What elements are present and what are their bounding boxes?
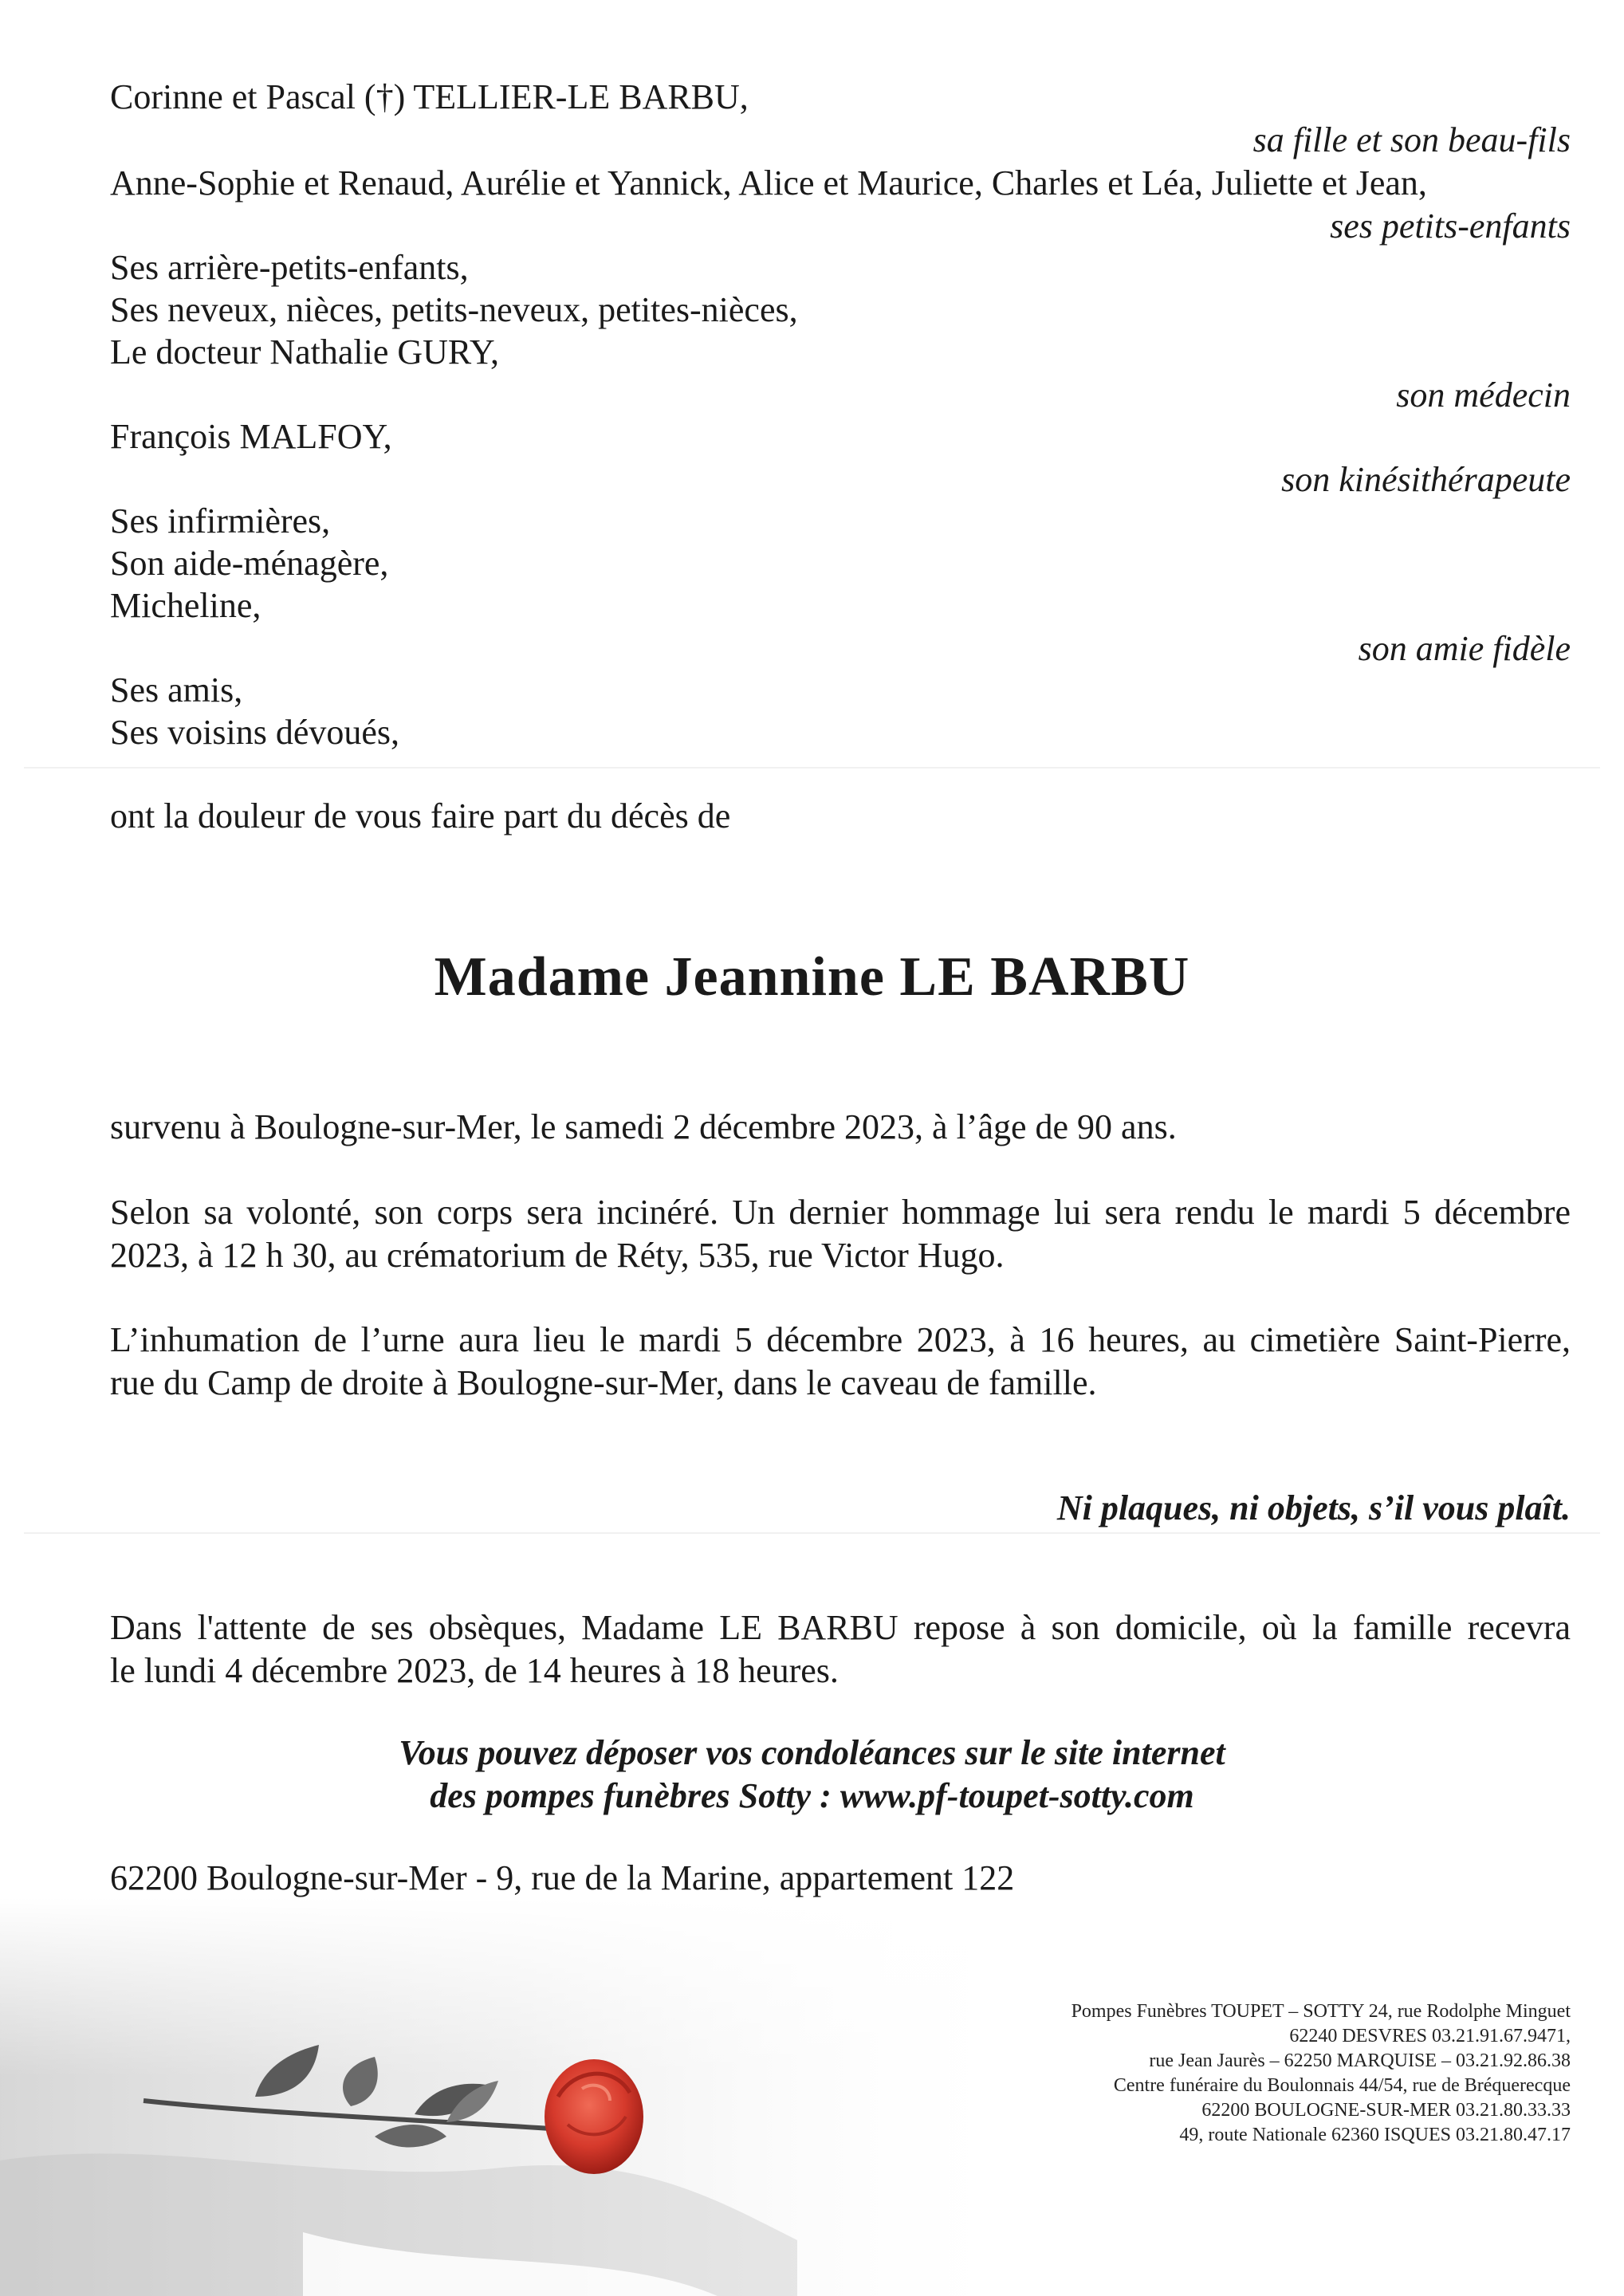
family-line-8: Son aide-ménagère,	[110, 544, 389, 583]
family-line-9: Micheline,	[110, 586, 261, 625]
vigil-line-1: Dans l'attente de ses obsèques, Madame LE BARBU repose à son domicile, où la famille recevra	[110, 1608, 1571, 1647]
condolences-line-1: Vous pouvez déposer vos condoléances sur le site internet	[399, 1733, 1225, 1772]
family-line-2: Anne-Sophie et Renaud, Aurélie et Yannick, Alice et Maurice, Charles et Léa, Juliette et Jean,	[110, 163, 1427, 202]
family-role-2: ses petits-enfants	[1330, 206, 1571, 246]
rose-flower-icon	[545, 2059, 643, 2174]
death-info: survenu à Boulogne-sur-Mer, le samedi 2 décembre 2023, à l’âge de 90 ans.	[110, 1107, 1177, 1146]
announcement-text: ont la douleur de vous faire part du décès de	[110, 796, 731, 835]
no-flowers-notice: Ni plaques, ni objets, s’il vous plaît.	[1056, 1488, 1571, 1527]
divider	[24, 767, 1600, 769]
vigil-line-2: le lundi 4 décembre 2023, de 14 heures à 18 heures.	[110, 1651, 839, 1690]
funeral-home-line: 62200 BOULOGNE-SUR-MER 03.21.80.33.33	[1201, 2100, 1571, 2121]
burial-line-2: rue du Camp de droite à Boulogne-sur-Mer, dans le caveau de famille.	[110, 1363, 1097, 1402]
funeral-home-info	[1072, 1999, 1571, 2148]
funeral-home-line: Pompes Funèbres TOUPET – SOTTY 24, rue Rodolphe Minguet	[1071, 2001, 1571, 2022]
funeral-home-line: Centre funéraire du Boulonnais 44/54, rue de Bréquerecque	[1113, 2075, 1571, 2096]
funeral-home-line: 49, route Nationale 62360 ISQUES 03.21.80.47.17	[1179, 2125, 1571, 2145]
funeral-home-line: rue Jean Jaurès – 62250 MARQUISE – 03.21.92.86.38	[1149, 2050, 1571, 2071]
family-line-4: Ses neveux, nièces, petits-neveux, petites-nièces,	[110, 290, 798, 329]
cremation-line-2: 2023, à 12 h 30, au crématorium de Réty, 535, rue Victor Hugo.	[110, 1236, 1005, 1275]
family-line-6: François MALFOY,	[110, 417, 392, 456]
deceased-name: Madame Jeannine LE BARBU	[434, 946, 1190, 1008]
family-line-1: Corinne et Pascal (†) TELLIER-LE BARBU,	[110, 77, 749, 116]
family-role-5: son médecin	[1396, 375, 1571, 415]
family-role-1: sa fille et son beau-fils	[1252, 120, 1571, 159]
family-role-9: son amie fidèle	[1358, 629, 1571, 668]
condolences-line-2: des pompes funèbres Sotty : www.pf-toupet-sotty.com	[430, 1776, 1194, 1815]
family-line-3: Ses arrière-petits-enfants,	[110, 248, 469, 287]
divider	[24, 1532, 1600, 1534]
family-line-7: Ses infirmières,	[110, 501, 331, 541]
funeral-home-line: 62240 DESVRES 03.21.91.67.9471,	[1289, 2026, 1571, 2046]
family-line-10: Ses amis,	[110, 670, 243, 710]
family-line-5: Le docteur Nathalie GURY,	[110, 332, 499, 372]
home-address: 62200 Boulogne-sur-Mer - 9, rue de la Marine, appartement 122	[110, 1858, 1015, 1897]
rose-on-sand-image	[0, 1897, 1036, 2296]
family-line-11: Ses voisins dévoués,	[110, 713, 399, 752]
burial-line-1: L’inhumation de l’urne aura lieu le mardi 5 décembre 2023, à 16 heures, au cimetière Saint-Pierre,	[110, 1320, 1571, 1359]
family-role-6: son kinésithérapeute	[1281, 460, 1571, 499]
cremation-line-1: Selon sa volonté, son corps sera incinéré. Un dernier hommage lui sera rendu le mardi 5 décembre	[110, 1193, 1571, 1232]
